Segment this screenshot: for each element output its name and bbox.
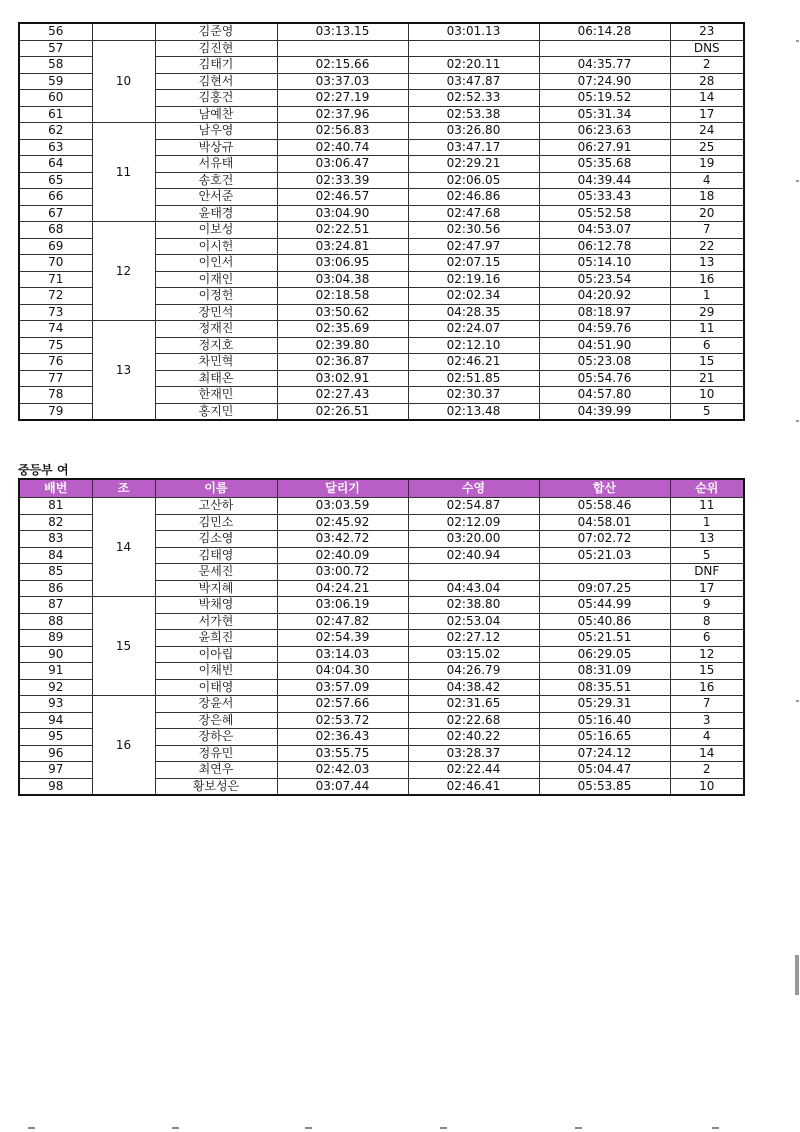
- scan-edge-mark: [796, 180, 799, 182]
- swim-time-cell: 02:30.56: [408, 222, 539, 239]
- total-time-cell: 04:53.07: [539, 222, 670, 239]
- name-cell: 박채영: [155, 597, 277, 614]
- rank-cell: 11: [670, 321, 744, 338]
- rank-cell: 3: [670, 712, 744, 729]
- rank-cell: 17: [670, 106, 744, 123]
- run-time-cell: 02:46.57: [277, 189, 408, 206]
- total-time-cell: 04:58.01: [539, 514, 670, 531]
- header-rank: 순위: [670, 479, 744, 498]
- name-cell: 이태영: [155, 679, 277, 696]
- rank-cell: 6: [670, 630, 744, 647]
- run-time-cell: 02:27.19: [277, 90, 408, 107]
- total-time-cell: 05:35.68: [539, 156, 670, 173]
- bib-cell: 77: [19, 370, 92, 387]
- name-cell: 이시헌: [155, 238, 277, 255]
- rank-cell: 14: [670, 745, 744, 762]
- run-time-cell: 02:40.74: [277, 139, 408, 156]
- name-cell: 정유민: [155, 745, 277, 762]
- scan-edge-mark: [28, 1127, 35, 1129]
- bib-cell: 83: [19, 531, 92, 548]
- scan-edge-mark: [305, 1127, 312, 1129]
- swim-time-cell: 02:24.07: [408, 321, 539, 338]
- run-time-cell: 02:35.69: [277, 321, 408, 338]
- total-time-cell: 05:40.86: [539, 613, 670, 630]
- swim-time-cell: 02:53.04: [408, 613, 539, 630]
- rank-cell: 8: [670, 613, 744, 630]
- total-time-cell: 05:19.52: [539, 90, 670, 107]
- swim-time-cell: 03:26.80: [408, 123, 539, 140]
- run-time-cell: 03:07.44: [277, 778, 408, 795]
- run-time-cell: 02:37.96: [277, 106, 408, 123]
- run-time-cell: 02:18.58: [277, 288, 408, 305]
- swim-time-cell: 02:13.48: [408, 403, 539, 420]
- name-cell: 이재인: [155, 271, 277, 288]
- swim-time-cell: 02:46.21: [408, 354, 539, 371]
- total-time-cell: 05:29.31: [539, 696, 670, 713]
- swim-time-cell: 02:54.87: [408, 498, 539, 515]
- header-row: [19, 479, 744, 498]
- scan-edge-mark: [172, 1127, 179, 1129]
- swim-time-cell: 02:52.33: [408, 90, 539, 107]
- group-cell: 11: [92, 123, 155, 222]
- rank-cell: 5: [670, 403, 744, 420]
- swim-time-cell: 03:47.17: [408, 139, 539, 156]
- total-time-cell: 04:59.76: [539, 321, 670, 338]
- swim-time-cell: 02:47.97: [408, 238, 539, 255]
- total-time-cell: 07:24.90: [539, 73, 670, 90]
- header-group: 조: [92, 479, 155, 498]
- run-time-cell: 02:57.66: [277, 696, 408, 713]
- table-row: [19, 222, 744, 239]
- name-cell: 김소영: [155, 531, 277, 548]
- total-time-cell: 05:44.99: [539, 597, 670, 614]
- run-time-cell: 02:22.51: [277, 222, 408, 239]
- rank-cell: 22: [670, 238, 744, 255]
- run-time-cell: 02:53.72: [277, 712, 408, 729]
- total-time-cell: 09:07.25: [539, 580, 670, 597]
- scan-edge-mark: [712, 1127, 719, 1129]
- scan-edge-mark: [795, 955, 799, 995]
- rank-cell: 23: [670, 23, 744, 40]
- swim-time-cell: 04:28.35: [408, 304, 539, 321]
- swim-time-cell: 03:01.13: [408, 23, 539, 40]
- swim-time-cell: 02:40.94: [408, 547, 539, 564]
- rank-cell: 28: [670, 73, 744, 90]
- name-cell: 박상규: [155, 139, 277, 156]
- total-time-cell: 04:35.77: [539, 57, 670, 74]
- name-cell: 김준영: [155, 23, 277, 40]
- bib-cell: 65: [19, 172, 92, 189]
- run-time-cell: 02:27.43: [277, 387, 408, 404]
- run-time-cell: 03:04.38: [277, 271, 408, 288]
- header-run: 달리기: [277, 479, 408, 498]
- total-time-cell: 05:31.34: [539, 106, 670, 123]
- name-cell: 정지호: [155, 337, 277, 354]
- swim-time-cell: 02:27.12: [408, 630, 539, 647]
- run-time-cell: 02:39.80: [277, 337, 408, 354]
- run-time-cell: 03:50.62: [277, 304, 408, 321]
- bib-cell: 61: [19, 106, 92, 123]
- bib-cell: 98: [19, 778, 92, 795]
- name-cell: 이아립: [155, 646, 277, 663]
- bib-cell: 63: [19, 139, 92, 156]
- total-time-cell: 05:16.40: [539, 712, 670, 729]
- run-time-cell: 03:02.91: [277, 370, 408, 387]
- run-time-cell: 02:42.03: [277, 762, 408, 779]
- swim-time-cell: 02:22.68: [408, 712, 539, 729]
- bib-cell: 91: [19, 663, 92, 680]
- run-time-cell: 03:14.03: [277, 646, 408, 663]
- name-cell: 최태온: [155, 370, 277, 387]
- total-time-cell: 05:33.43: [539, 189, 670, 206]
- name-cell: 장하은: [155, 729, 277, 746]
- name-cell: 서유태: [155, 156, 277, 173]
- total-time-cell: 05:04.47: [539, 762, 670, 779]
- swim-time-cell: 04:26.79: [408, 663, 539, 680]
- swim-time-cell: 02:46.41: [408, 778, 539, 795]
- name-cell: 남예찬: [155, 106, 277, 123]
- name-cell: 김태영: [155, 547, 277, 564]
- name-cell: 윤희진: [155, 630, 277, 647]
- bib-cell: 93: [19, 696, 92, 713]
- total-time-cell: 06:27.91: [539, 139, 670, 156]
- total-time-cell: 04:20.92: [539, 288, 670, 305]
- results-table-continued: [18, 22, 745, 421]
- run-time-cell: 03:55.75: [277, 745, 408, 762]
- results-table-middle-school-girls: [18, 478, 745, 796]
- name-cell: 김태기: [155, 57, 277, 74]
- rank-cell: 17: [670, 580, 744, 597]
- swim-time-cell: 04:38.42: [408, 679, 539, 696]
- run-time-cell: 04:24.21: [277, 580, 408, 597]
- bib-cell: 69: [19, 238, 92, 255]
- run-time-cell: 03:24.81: [277, 238, 408, 255]
- swim-time-cell: 02:29.21: [408, 156, 539, 173]
- name-cell: 최연우: [155, 762, 277, 779]
- swim-time-cell: 02:22.44: [408, 762, 539, 779]
- rank-cell: 1: [670, 514, 744, 531]
- rank-cell: 11: [670, 498, 744, 515]
- run-time-cell: 02:47.82: [277, 613, 408, 630]
- bib-cell: 74: [19, 321, 92, 338]
- rank-cell: 18: [670, 189, 744, 206]
- rank-cell: 2: [670, 762, 744, 779]
- bib-cell: 59: [19, 73, 92, 90]
- total-time-cell: 06:23.63: [539, 123, 670, 140]
- rank-cell: DNS: [670, 40, 744, 57]
- rank-cell: 16: [670, 679, 744, 696]
- name-cell: 한재민: [155, 387, 277, 404]
- bib-cell: 92: [19, 679, 92, 696]
- bib-cell: 72: [19, 288, 92, 305]
- bib-cell: 89: [19, 630, 92, 647]
- bib-cell: 66: [19, 189, 92, 206]
- section-label: 중등부 여: [18, 463, 69, 477]
- rank-cell: 7: [670, 222, 744, 239]
- swim-time-cell: 02:20.11: [408, 57, 539, 74]
- scan-edge-mark: [796, 40, 799, 42]
- total-time-cell: [539, 564, 670, 581]
- swim-time-cell: 02:12.09: [408, 514, 539, 531]
- swim-time-cell: 02:38.80: [408, 597, 539, 614]
- rank-cell: 5: [670, 547, 744, 564]
- rank-cell: 7: [670, 696, 744, 713]
- run-time-cell: 02:36.43: [277, 729, 408, 746]
- total-time-cell: 04:39.44: [539, 172, 670, 189]
- rank-cell: 16: [670, 271, 744, 288]
- scan-edge-mark: [796, 420, 799, 422]
- bib-cell: 64: [19, 156, 92, 173]
- rank-cell: 14: [670, 90, 744, 107]
- run-time-cell: 02:45.92: [277, 514, 408, 531]
- run-time-cell: [277, 40, 408, 57]
- table-row: [19, 696, 744, 713]
- bib-cell: 85: [19, 564, 92, 581]
- scan-edge-mark: [796, 700, 799, 702]
- bib-cell: 96: [19, 745, 92, 762]
- group-cell: 10: [92, 40, 155, 123]
- bib-cell: 79: [19, 403, 92, 420]
- name-cell: 문세진: [155, 564, 277, 581]
- rank-cell: 6: [670, 337, 744, 354]
- rank-cell: 9: [670, 597, 744, 614]
- swim-time-cell: [408, 40, 539, 57]
- bib-cell: 67: [19, 205, 92, 222]
- name-cell: 박지혜: [155, 580, 277, 597]
- bib-cell: 94: [19, 712, 92, 729]
- swim-time-cell: 02:02.34: [408, 288, 539, 305]
- name-cell: 정재진: [155, 321, 277, 338]
- name-cell: 장윤서: [155, 696, 277, 713]
- total-time-cell: 05:21.51: [539, 630, 670, 647]
- name-cell: 이정헌: [155, 288, 277, 305]
- run-time-cell: 03:04.90: [277, 205, 408, 222]
- total-time-cell: 07:24.12: [539, 745, 670, 762]
- rank-cell: 2: [670, 57, 744, 74]
- name-cell: 장은혜: [155, 712, 277, 729]
- swim-time-cell: 02:46.86: [408, 189, 539, 206]
- bib-cell: 68: [19, 222, 92, 239]
- run-time-cell: 03:37.03: [277, 73, 408, 90]
- bib-cell: 71: [19, 271, 92, 288]
- bib-cell: 95: [19, 729, 92, 746]
- bib-cell: 78: [19, 387, 92, 404]
- rank-cell: 10: [670, 778, 744, 795]
- rank-cell: 15: [670, 663, 744, 680]
- table-row: [19, 40, 744, 57]
- header-total: 합산: [539, 479, 670, 498]
- scan-edge-mark: [575, 1127, 582, 1129]
- name-cell: 이인서: [155, 255, 277, 272]
- run-time-cell: 03:57.09: [277, 679, 408, 696]
- name-cell: 이보성: [155, 222, 277, 239]
- name-cell: 고산하: [155, 498, 277, 515]
- rank-cell: 24: [670, 123, 744, 140]
- bib-cell: 84: [19, 547, 92, 564]
- name-cell: 장민석: [155, 304, 277, 321]
- group-cell: 14: [92, 498, 155, 597]
- rank-cell: 10: [670, 387, 744, 404]
- swim-time-cell: 02:53.38: [408, 106, 539, 123]
- header-bib: 배번: [19, 479, 92, 498]
- run-time-cell: 02:36.87: [277, 354, 408, 371]
- total-time-cell: 05:53.85: [539, 778, 670, 795]
- swim-time-cell: 02:47.68: [408, 205, 539, 222]
- run-time-cell: 03:06.47: [277, 156, 408, 173]
- bib-cell: 97: [19, 762, 92, 779]
- total-time-cell: 05:54.76: [539, 370, 670, 387]
- total-time-cell: 05:14.10: [539, 255, 670, 272]
- name-cell: 김진현: [155, 40, 277, 57]
- swim-time-cell: 02:40.22: [408, 729, 539, 746]
- bib-cell: 90: [19, 646, 92, 663]
- rank-cell: 13: [670, 531, 744, 548]
- bib-cell: 57: [19, 40, 92, 57]
- total-time-cell: 04:39.99: [539, 403, 670, 420]
- swim-time-cell: 02:12.10: [408, 337, 539, 354]
- group-cell: 13: [92, 321, 155, 421]
- swim-time-cell: [408, 564, 539, 581]
- run-time-cell: 03:06.19: [277, 597, 408, 614]
- rank-cell: 4: [670, 729, 744, 746]
- bib-cell: 56: [19, 23, 92, 40]
- name-cell: 윤태경: [155, 205, 277, 222]
- swim-time-cell: 03:47.87: [408, 73, 539, 90]
- name-cell: 서가현: [155, 613, 277, 630]
- bib-cell: 75: [19, 337, 92, 354]
- total-time-cell: 06:14.28: [539, 23, 670, 40]
- group-cell: 15: [92, 597, 155, 696]
- bib-cell: 81: [19, 498, 92, 515]
- bib-cell: 76: [19, 354, 92, 371]
- total-time-cell: [539, 40, 670, 57]
- swim-time-cell: 02:51.85: [408, 370, 539, 387]
- run-time-cell: 03:03.59: [277, 498, 408, 515]
- total-time-cell: 08:31.09: [539, 663, 670, 680]
- total-time-cell: 08:35.51: [539, 679, 670, 696]
- table-row: [19, 498, 744, 515]
- name-cell: 송호건: [155, 172, 277, 189]
- swim-time-cell: 02:06.05: [408, 172, 539, 189]
- total-time-cell: 05:23.54: [539, 271, 670, 288]
- rank-cell: 19: [670, 156, 744, 173]
- rank-cell: 4: [670, 172, 744, 189]
- bib-cell: 88: [19, 613, 92, 630]
- name-cell: 남우영: [155, 123, 277, 140]
- run-time-cell: 04:04.30: [277, 663, 408, 680]
- group-cell: 16: [92, 696, 155, 796]
- total-time-cell: 06:29.05: [539, 646, 670, 663]
- header-name: 이름: [155, 479, 277, 498]
- run-time-cell: 03:13.15: [277, 23, 408, 40]
- total-time-cell: 06:12.78: [539, 238, 670, 255]
- total-time-cell: 07:02.72: [539, 531, 670, 548]
- run-time-cell: 02:15.66: [277, 57, 408, 74]
- bib-cell: 73: [19, 304, 92, 321]
- name-cell: 이채빈: [155, 663, 277, 680]
- rank-cell: 25: [670, 139, 744, 156]
- name-cell: 차민혁: [155, 354, 277, 371]
- group-cell: [92, 23, 155, 40]
- run-time-cell: 03:00.72: [277, 564, 408, 581]
- bib-cell: 82: [19, 514, 92, 531]
- swim-time-cell: 03:20.00: [408, 531, 539, 548]
- bib-cell: 86: [19, 580, 92, 597]
- swim-time-cell: 03:15.02: [408, 646, 539, 663]
- run-time-cell: 02:56.83: [277, 123, 408, 140]
- table-row: [19, 597, 744, 614]
- swim-time-cell: 04:43.04: [408, 580, 539, 597]
- total-time-cell: 05:21.03: [539, 547, 670, 564]
- rank-cell: 21: [670, 370, 744, 387]
- rank-cell: 15: [670, 354, 744, 371]
- total-time-cell: 04:57.80: [539, 387, 670, 404]
- rank-cell: 20: [670, 205, 744, 222]
- table-row: [19, 123, 744, 140]
- table-row: [19, 23, 744, 40]
- total-time-cell: 05:58.46: [539, 498, 670, 515]
- total-time-cell: 04:51.90: [539, 337, 670, 354]
- swim-time-cell: 02:30.37: [408, 387, 539, 404]
- rank-cell: 13: [670, 255, 744, 272]
- run-time-cell: 03:42.72: [277, 531, 408, 548]
- rank-cell: 29: [670, 304, 744, 321]
- run-time-cell: 02:54.39: [277, 630, 408, 647]
- table-row: [19, 321, 744, 338]
- total-time-cell: 05:23.08: [539, 354, 670, 371]
- bib-cell: 62: [19, 123, 92, 140]
- group-cell: 12: [92, 222, 155, 321]
- bib-cell: 87: [19, 597, 92, 614]
- bib-cell: 60: [19, 90, 92, 107]
- run-time-cell: 02:40.09: [277, 547, 408, 564]
- rank-cell: DNF: [670, 564, 744, 581]
- total-time-cell: 05:52.58: [539, 205, 670, 222]
- scan-edge-mark: [440, 1127, 447, 1129]
- run-time-cell: 03:06.95: [277, 255, 408, 272]
- name-cell: 김민소: [155, 514, 277, 531]
- run-time-cell: 02:26.51: [277, 403, 408, 420]
- total-time-cell: 05:16.65: [539, 729, 670, 746]
- swim-time-cell: 02:07.15: [408, 255, 539, 272]
- run-time-cell: 02:33.39: [277, 172, 408, 189]
- name-cell: 김현서: [155, 73, 277, 90]
- name-cell: 황보성은: [155, 778, 277, 795]
- swim-time-cell: 02:19.16: [408, 271, 539, 288]
- swim-time-cell: 03:28.37: [408, 745, 539, 762]
- name-cell: 홍지민: [155, 403, 277, 420]
- rank-cell: 1: [670, 288, 744, 305]
- rank-cell: 12: [670, 646, 744, 663]
- total-time-cell: 08:18.97: [539, 304, 670, 321]
- bib-cell: 58: [19, 57, 92, 74]
- swim-time-cell: 02:31.65: [408, 696, 539, 713]
- header-swim: 수영: [408, 479, 539, 498]
- name-cell: 안서준: [155, 189, 277, 206]
- bib-cell: 70: [19, 255, 92, 272]
- name-cell: 김홍건: [155, 90, 277, 107]
